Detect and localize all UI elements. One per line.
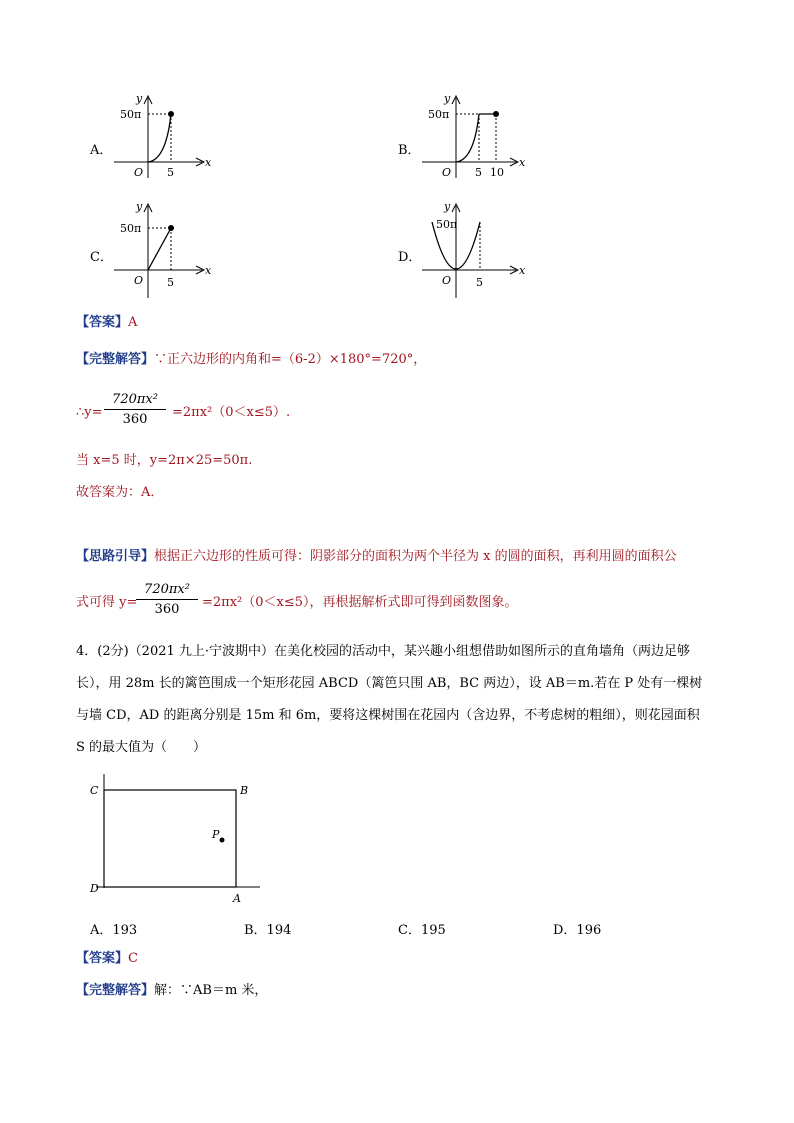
graph-c [110, 198, 220, 303]
q4-option-c: C．195 [398, 923, 446, 938]
q3-hint-line2-prefix: 式可得 y= [76, 595, 138, 610]
graph-b [418, 90, 528, 185]
fraction-numerator: 720πx² [144, 582, 190, 597]
graph-a [110, 90, 220, 185]
option-d-label: D． [398, 250, 422, 265]
y-mark: 50π [428, 108, 450, 121]
answer-value: C [128, 951, 138, 966]
q3-line4: 故答案为：A． [76, 485, 164, 500]
origin-label: O [442, 166, 452, 179]
y-label: y [444, 92, 451, 105]
y-mark: 50π [120, 222, 142, 235]
x-label: x [205, 156, 212, 169]
q3-solution-line1: 【完整解答】∵正六边形的内角和=（6-2）×180°=720°， [76, 352, 427, 367]
label-c: C [90, 784, 99, 797]
fraction-numerator: 720πx² [112, 392, 158, 407]
q4-figure [82, 770, 272, 905]
fraction-denominator: 360 [122, 412, 148, 427]
x-mark: 5 [167, 166, 174, 179]
fraction-denominator: 360 [154, 602, 180, 617]
solution-tag: 【完整解答】 [76, 352, 155, 367]
option-a-label: A． [90, 143, 113, 158]
answer-value: A [128, 315, 138, 330]
q4-line2: 长），用 28m 长的篱笆围成一个矩形花园 ABCD（篱笆只围 AB，BC 两边），设 AB＝m.若在 P 处有一棵树 [76, 676, 703, 691]
q4-option-b: B．194 [244, 923, 292, 938]
solution-tag: 【完整解答】 [76, 983, 155, 998]
q3-hint-line1: 【思路引导】根据正六边形的性质可得：阴影部分的面积为两个半径为 x 的圆的面积，再利用圆的面积公 [76, 549, 677, 564]
origin-label: O [442, 274, 452, 287]
q4-line3: 与墙 CD，AD 的距离分别是 15m 和 6m，要将这棵树围在花园内（含边界，不考虑树的粗细），则花园面积 [76, 708, 700, 723]
label-p: P [212, 828, 220, 841]
hint-tag: 【思路引导】 [76, 549, 155, 564]
q3-fraction [104, 392, 166, 427]
origin-label: O [134, 166, 144, 179]
q3-hint-line2-suffix: =2πx²（0＜x≤5），再根据解析式即可得到函数图象。 [202, 595, 518, 610]
y-label: y [136, 200, 143, 213]
graph-d [418, 198, 528, 303]
curve [456, 114, 479, 162]
y-mark: 50π [436, 218, 458, 231]
tree-point [220, 838, 225, 843]
option-c-label: C． [90, 250, 113, 265]
x-mark: 5 [167, 276, 174, 289]
option-b-label: B． [398, 143, 421, 158]
label-d: D [90, 882, 99, 895]
x-mark-2: 10 [490, 166, 504, 179]
y-label: y [444, 200, 451, 213]
answer-tag: 【答案】 [76, 951, 129, 966]
label-b: B [240, 784, 249, 797]
x-mark: 5 [476, 276, 483, 289]
x-label: x [519, 264, 526, 277]
solution-text: 解：∵AB＝m 米， [154, 983, 268, 998]
line-segment [148, 228, 171, 270]
q4-solution [76, 982, 267, 1000]
q4-option-d: D．196 [553, 923, 602, 938]
q3-line3: 当 x=5 时，y=2π×25=50π. [76, 453, 253, 468]
y-label: y [136, 92, 143, 105]
x-label: x [205, 264, 212, 277]
q4-answer [76, 950, 138, 968]
q4-option-a: A．193 [90, 923, 138, 938]
q3-hint-fraction [136, 582, 198, 617]
y-mark: 50π [120, 108, 142, 121]
curve [148, 114, 171, 162]
x-mark-1: 5 [475, 166, 482, 179]
origin-label: O [134, 274, 144, 287]
q4-line4: S 的最大值为（ ） [76, 740, 207, 755]
q3-line2-suffix: =2πx²（0＜x≤5）. [172, 405, 291, 420]
q3-line2-prefix: ∴y= [76, 405, 103, 420]
q4-line1: 4．(2分)（2021 九上·宁波期中）在美化校园的活动中，某兴趣小组想借助如图所示的直角墙角（两边足够 [76, 644, 691, 659]
q3-answer [76, 314, 137, 332]
label-a: A [233, 892, 241, 905]
x-label: x [519, 156, 526, 169]
answer-tag: 【答案】 [76, 315, 129, 330]
